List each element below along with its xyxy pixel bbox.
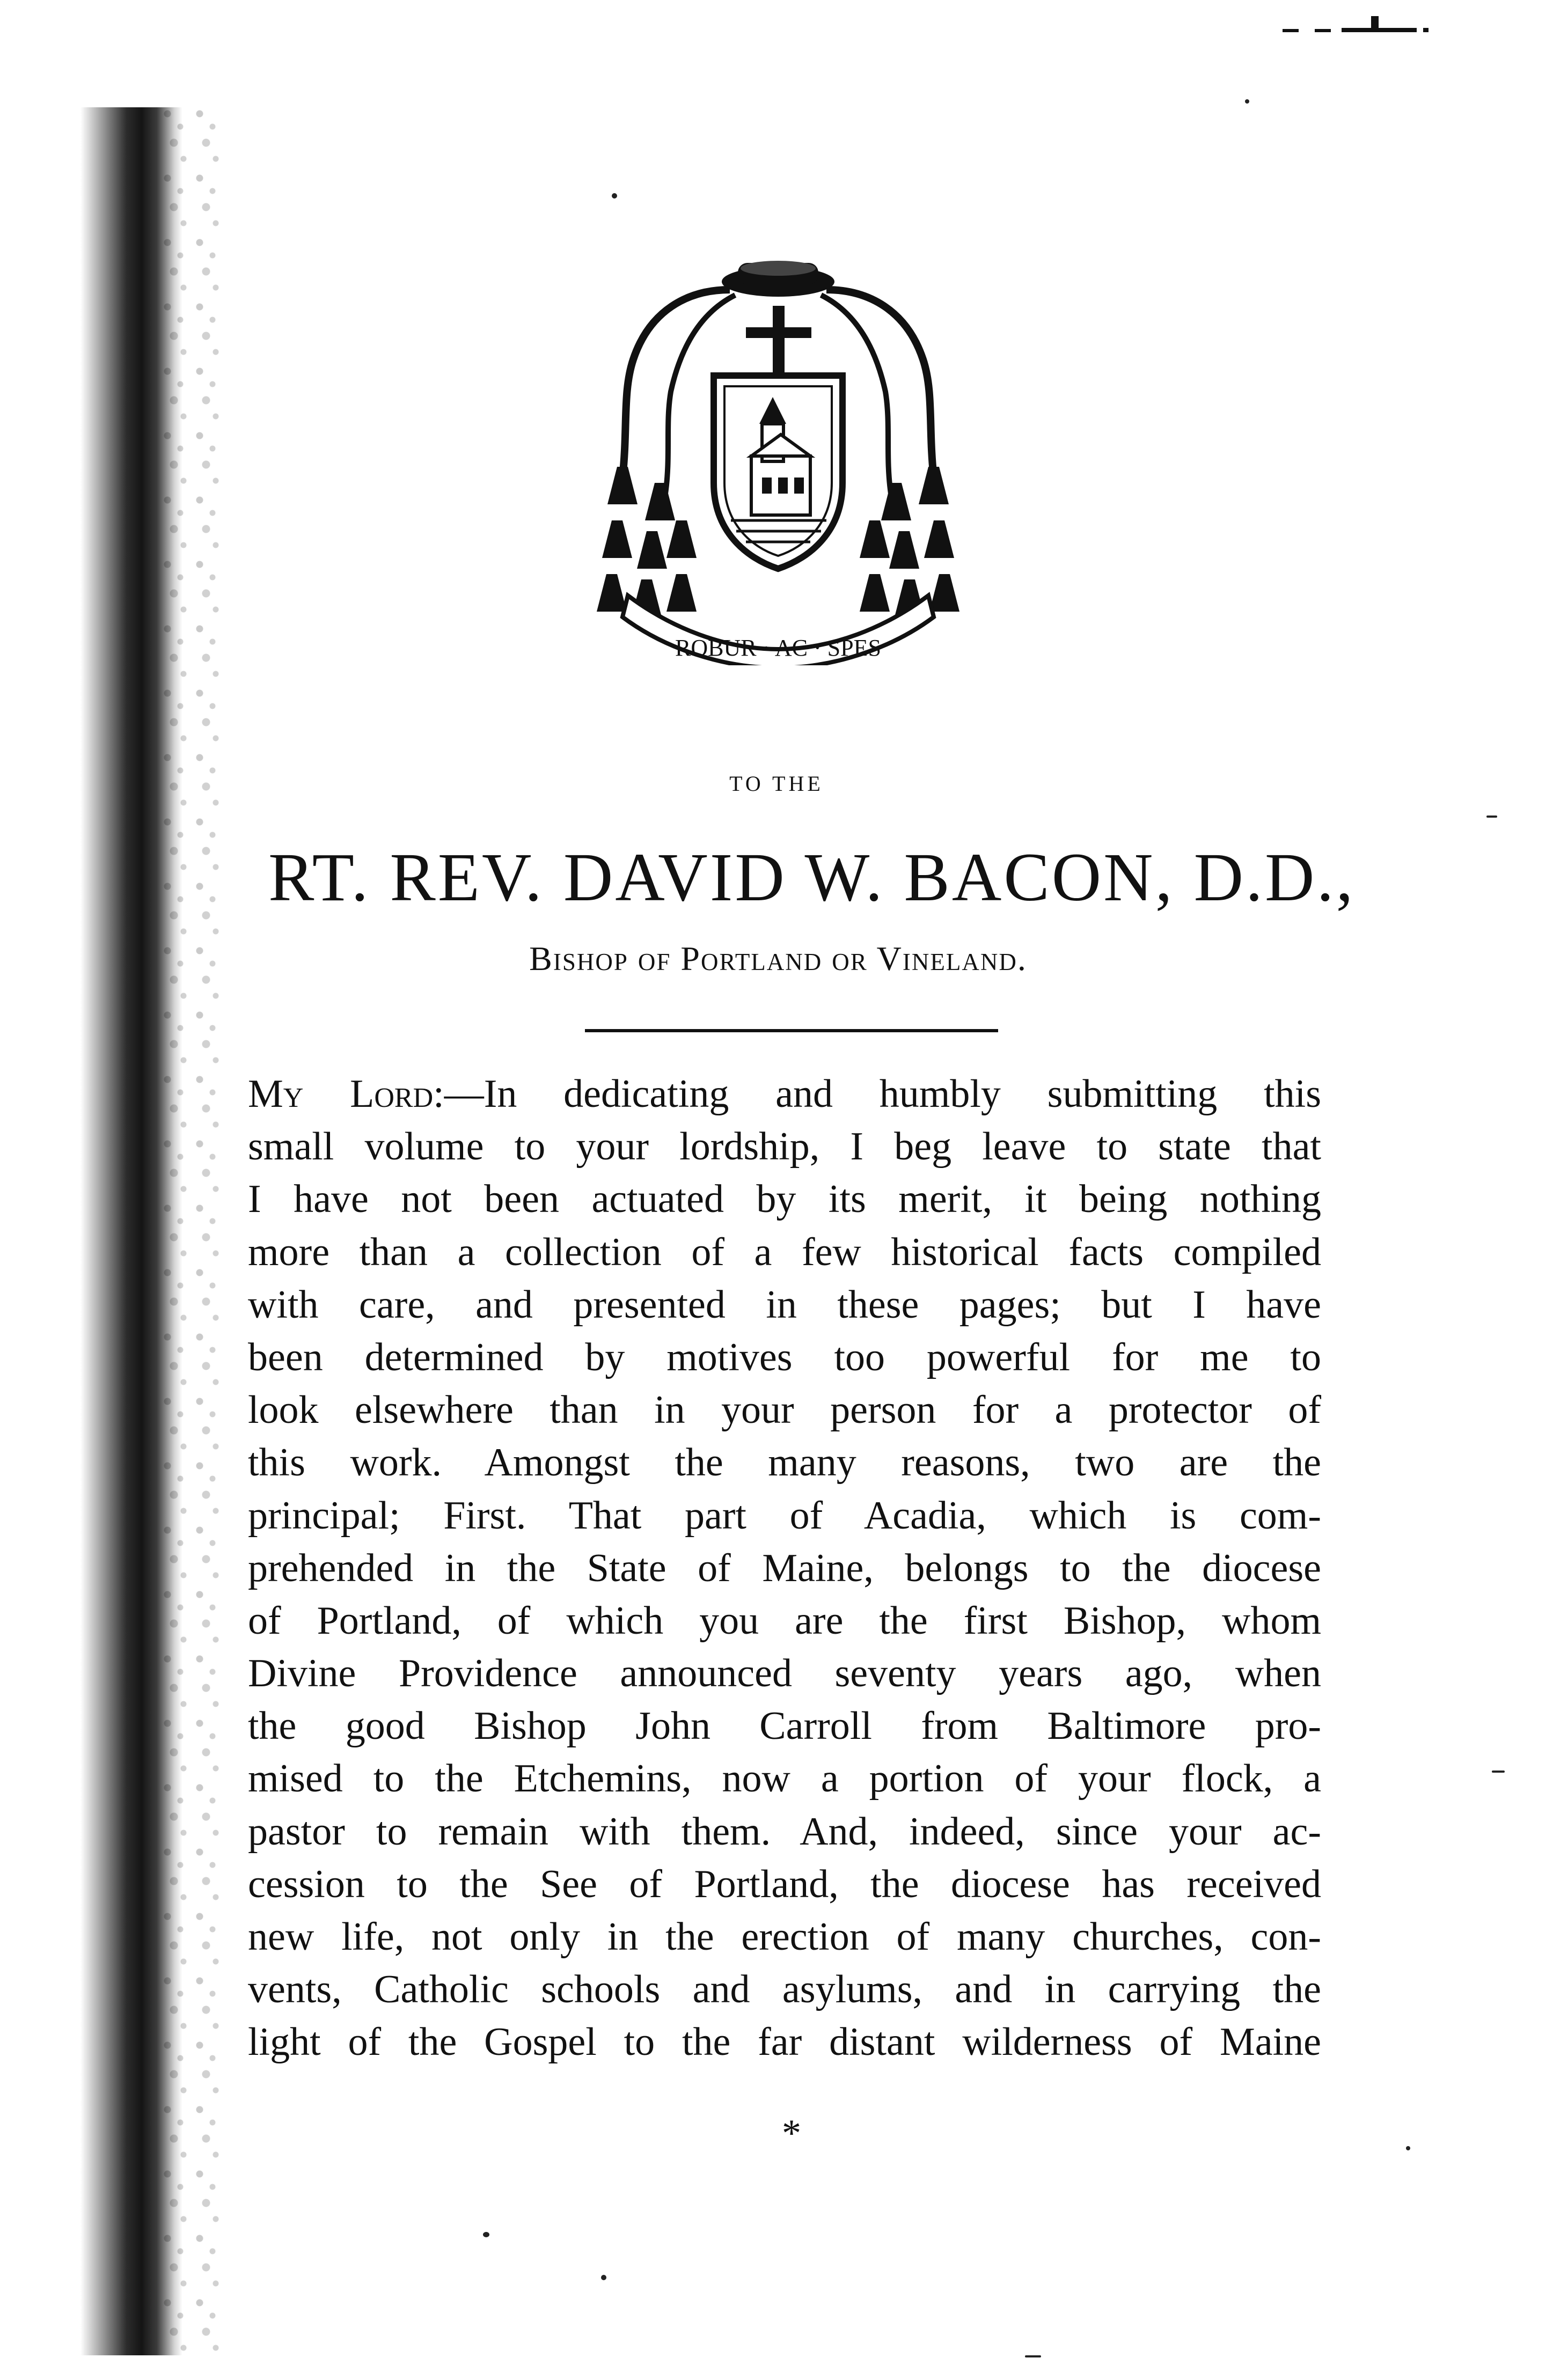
body-line: small volume to your lordship, I beg leave to state that xyxy=(248,1125,1321,1169)
scan-speck xyxy=(1492,1771,1505,1773)
scan-speck xyxy=(1245,99,1249,104)
scan-speck xyxy=(612,193,617,199)
body-line xyxy=(248,1068,1321,1120)
body-line: I have not been actuated by its merit, it being nothing xyxy=(248,1177,1321,1222)
body-line: the good Bishop John Carroll from Baltimore pro- xyxy=(248,1704,1321,1749)
signature-mark: * xyxy=(782,2112,801,2155)
body-line: pastor to remain with them. And, indeed, since your ac- xyxy=(248,1809,1321,1854)
separator-rule xyxy=(585,1029,998,1032)
body-line: of Portland, of which you are the first Bishop, whom xyxy=(248,1598,1321,1643)
body-line: more than a collection of a few historical facts compiled xyxy=(248,1230,1321,1274)
scan-speck xyxy=(1406,2146,1410,2150)
body-line: mised to the Etchemins, now a portion of your flock, a xyxy=(248,1757,1321,1801)
body-line: been determined by motives too powerful for me to xyxy=(248,1335,1321,1379)
scan-speck xyxy=(1486,816,1497,818)
coat-of-arms-motto: ROBUR · AC · SPES xyxy=(675,635,881,661)
dedication-body xyxy=(248,1068,1321,2069)
body-line: look elsewhere than in your person for a protector of xyxy=(248,1388,1321,1433)
dedication-preface: TO THE xyxy=(729,772,824,796)
body-line: with care, and presented in these pages; but I have xyxy=(248,1282,1321,1327)
body-line: light of the Gospel to the far distant wilderness of Maine xyxy=(248,2020,1321,2065)
body-line: cession to the See of Portland, the diocese has received xyxy=(248,1862,1321,1906)
body-line: this work. Amongst the many reasons, two are the xyxy=(248,1441,1321,1485)
body-line: vents, Catholic schools and asylums, and in carrying the xyxy=(248,1967,1321,2012)
coat-of-arms-emblem xyxy=(590,252,966,665)
body-line: Divine Providence announced seventy years ago, when xyxy=(248,1651,1321,1696)
body-line: prehended in the State of Maine, belongs to the diocese xyxy=(248,1546,1321,1590)
addressee-title: Bishop of Portland or Vineland. xyxy=(529,939,1027,978)
scan-speck xyxy=(601,2275,606,2280)
body-line: new life, not only in the erection of many churches, con- xyxy=(248,1915,1321,1959)
body-line: principal; First. That part of Acadia, which is com- xyxy=(248,1493,1321,1538)
scan-speck xyxy=(483,2232,489,2237)
salutation: My Lord xyxy=(248,1072,434,1116)
body-line-text: :—In dedicating and humbly submitting this xyxy=(433,1072,1321,1116)
dedication-addressee: RT. REV. DAVID W. BACON, D.D., xyxy=(268,839,1356,915)
scan-speck xyxy=(1025,2355,1041,2357)
scan-corner-mark xyxy=(1283,16,1433,38)
scan-gutter-speckle xyxy=(161,107,225,2355)
